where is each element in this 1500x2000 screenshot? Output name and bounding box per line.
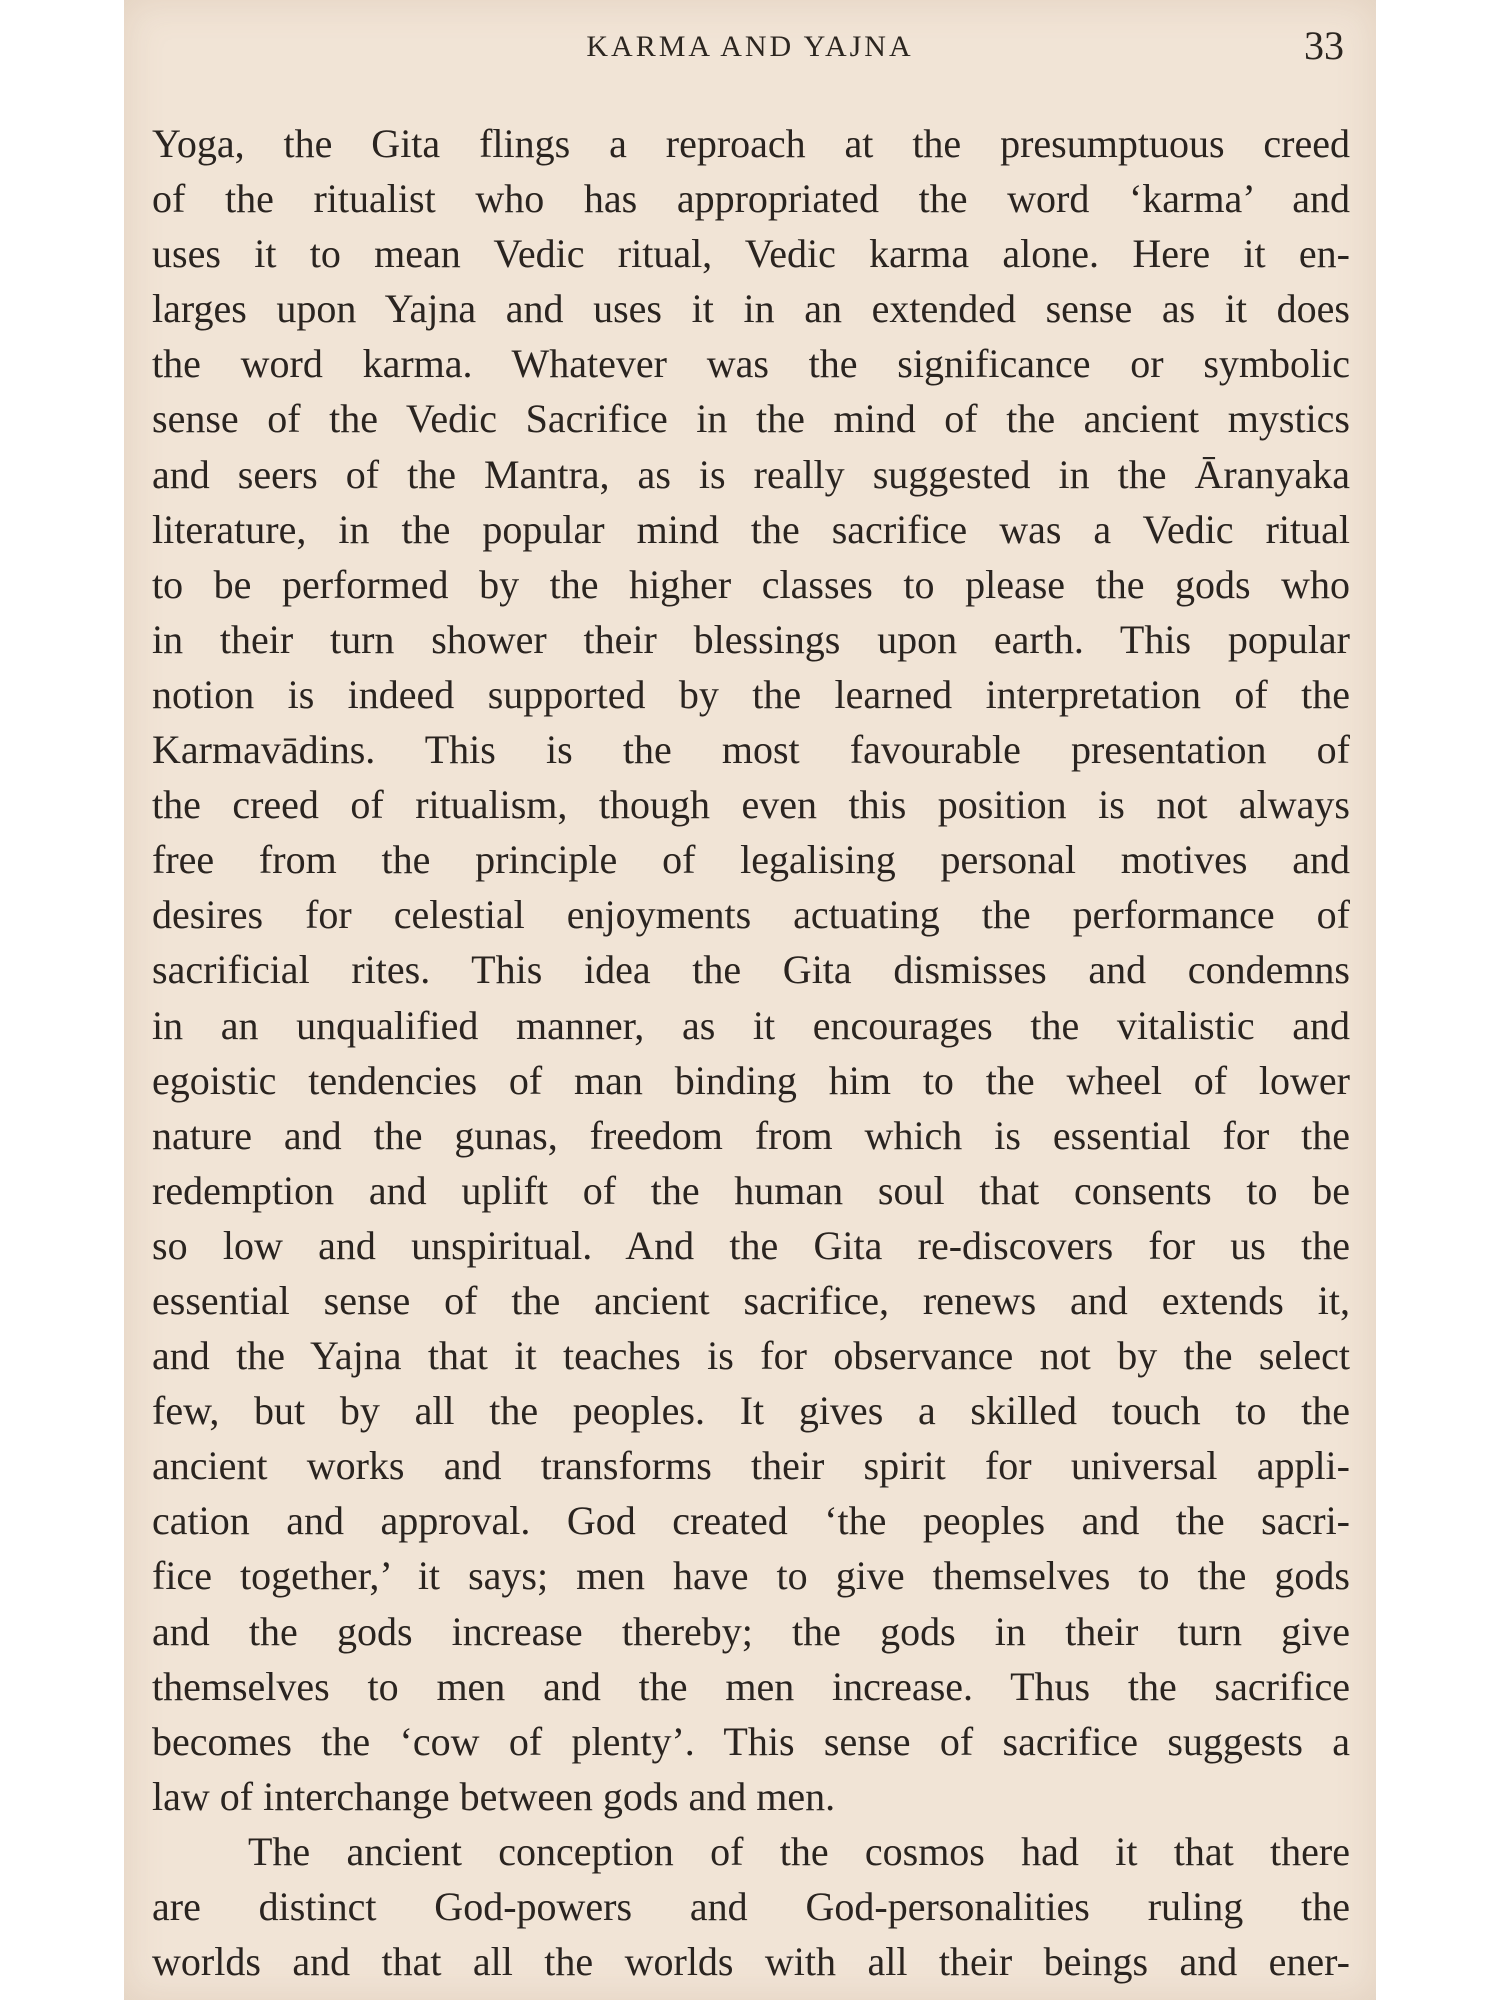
running-head: KARMA AND YAJNA (586, 30, 914, 63)
text-line: sense of the Vedic Sacrifice in the mind of the ancient mystics (152, 396, 1350, 442)
text-line: uses it to mean Vedic ritual, Vedic karma alone. Here it en- (152, 231, 1350, 277)
text-line: worlds and that all the worlds with all their beings and ener- (152, 1939, 1350, 1985)
text-line: few, but by all the peoples. It gives a skilled touch to the (152, 1388, 1350, 1434)
text-line: essential sense of the ancient sacrifice, renews and extends it, (152, 1277, 1350, 1323)
text-line: to be performed by the higher classes to please the gods who (152, 561, 1350, 607)
text-line: larges upon Yajna and uses it in an extended sense as it does (152, 286, 1350, 332)
page-number: 33 (1304, 23, 1344, 68)
text-line: notion is indeed supported by the learned interpretation of the (152, 671, 1350, 717)
text-line: nature and the gunas, freedom from which is essential for the (152, 1112, 1350, 1158)
text-line: are distinct God-powers and God-personalities ruling the (152, 1884, 1350, 1929)
text-line: Karmavādins. This is the most favourable presentation of (152, 727, 1350, 773)
text-line: Yoga, the Gita flings a reproach at the presumptuous creed (152, 121, 1350, 166)
text-line: of the ritualist who has appropriated the word ‘karma’ and (152, 176, 1350, 222)
text-line: becomes the ‘cow of plenty’. This sense of sacrifice suggests a (152, 1718, 1350, 1764)
text-line: and the Yajna that it teaches is for observance not by the select (152, 1333, 1350, 1379)
text-line: desires for celestial enjoyments actuating the performance of (152, 892, 1350, 938)
text-line: cation and approval. God created ‘the peoples and the sacri- (152, 1498, 1350, 1544)
text-line: The ancient conception of the cosmos had it that there (248, 1828, 1350, 1874)
text-line: the word karma. Whatever was the significance or symbolic (152, 341, 1350, 387)
text-line: in an unqualified manner, as it encourages the vitalistic and (152, 1002, 1350, 1048)
text-line: sacrificial rites. This idea the Gita dismisses and condemns (152, 947, 1350, 993)
body-text (152, 116, 1350, 1989)
text-line: egoistic tendencies of man binding him to the wheel of lower (152, 1057, 1350, 1103)
text-line: literature, in the popular mind the sacrifice was a Vedic ritual (152, 506, 1350, 552)
text-line: fice together,’ it says; men have to give themselves to the gods (152, 1553, 1350, 1599)
text-line: and the gods increase thereby; the gods in their turn give (152, 1608, 1350, 1654)
text-line: ancient works and transforms their spirit for universal appli- (152, 1443, 1350, 1489)
text-line: the creed of ritualism, though even this position is not always (152, 782, 1350, 828)
text-line: so low and unspiritual. And the Gita re-discovers for us the (152, 1222, 1350, 1268)
book-page (124, 0, 1376, 2000)
text-line: and seers of the Mantra, as is really suggested in the Āranyaka (152, 451, 1350, 497)
text-line: free from the principle of legalising personal motives and (152, 837, 1350, 883)
text-line: redemption and uplift of the human soul that consents to be (152, 1167, 1350, 1213)
text-line: in their turn shower their blessings upon earth. This popular (152, 616, 1350, 662)
text-line: law of interchange between gods and men. (152, 1773, 836, 1819)
text-line: themselves to men and the men increase. Thus the sacrifice (152, 1663, 1350, 1709)
